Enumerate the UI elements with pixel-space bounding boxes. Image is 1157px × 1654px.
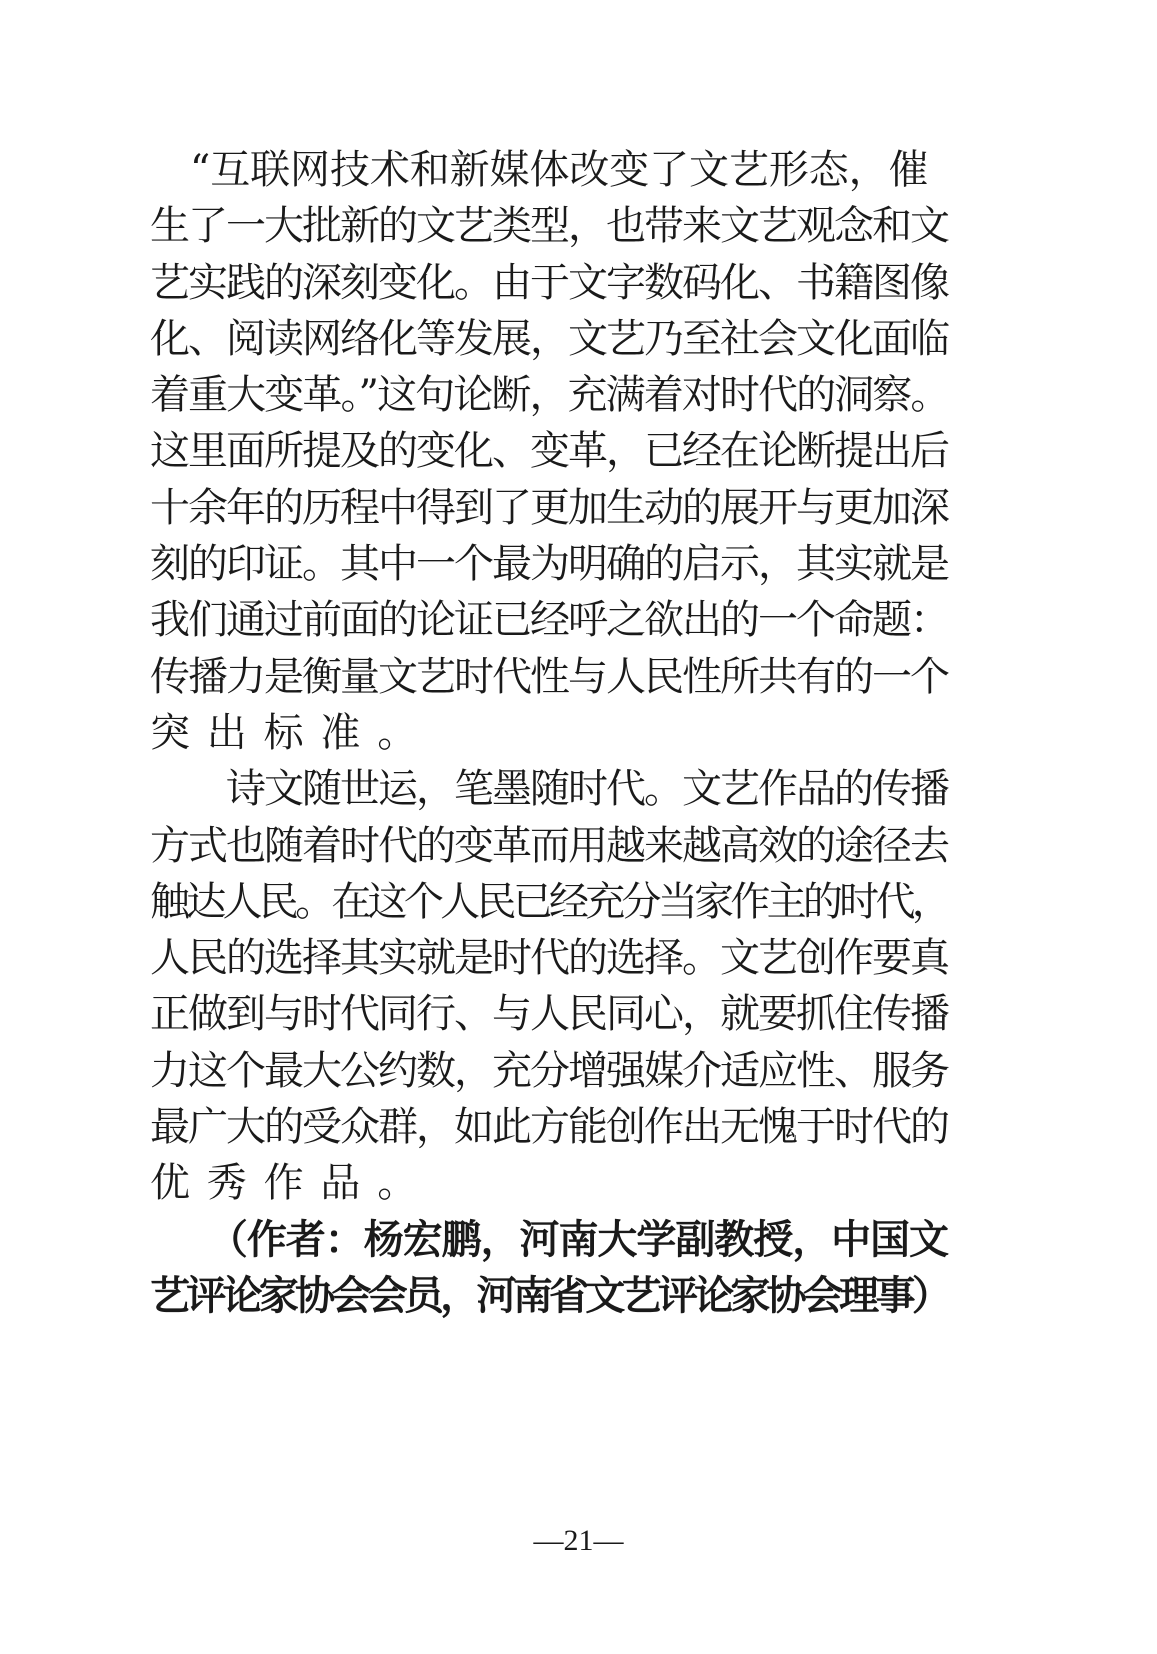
text-line: 优秀作品。 xyxy=(150,1160,434,1207)
text-line: 这里面所提及的变化、变革，已经在论断提出后 xyxy=(150,428,948,475)
text-line: 十余年的历程中得到了更加生动的展开与更加深 xyxy=(150,484,948,531)
paragraph-2 xyxy=(150,761,950,1211)
text-line: 传播力是衡量文艺时代性与人民性所共有的一个 xyxy=(150,653,948,700)
text-line: “互联网技术和新媒体改变了文艺形态，催 xyxy=(150,147,929,193)
author-note xyxy=(150,1212,950,1325)
text-line: 力这个最大公约数，充分增强媒介适应性、服务 xyxy=(150,1047,948,1094)
text-line: 化、阅读网络化等发展，文艺乃至社会文化面临 xyxy=(150,315,948,362)
text-line: （作者：杨宏鹏，河南大学副教授，中国文 xyxy=(150,1215,948,1263)
text-line: 人民的选择其实就是时代的选择。文艺创作要真 xyxy=(150,935,948,982)
paragraph-1 xyxy=(150,142,950,761)
text-line: 方式也随着时代的变革而用越来越高效的途径去 xyxy=(150,822,948,869)
article-body xyxy=(150,142,950,1324)
page-number: —21— xyxy=(533,1524,624,1557)
text-line: 生了一大批新的文艺类型，也带来文艺观念和文 xyxy=(150,203,948,250)
text-line: 突出标准。 xyxy=(150,709,434,756)
text-line: 触达人民。在这个人民已经充分当家作主的时代， xyxy=(150,878,948,925)
text-line: 诗文随世运，笔墨随时代。文艺作品的传播 xyxy=(150,766,948,813)
text-line: 艺实践的深刻变化。由于文字数码化、书籍图像 xyxy=(150,259,948,306)
text-line: 最广大的受众群，如此方能创作出无愧于时代的 xyxy=(150,1104,948,1151)
text-line: 艺评论家协会会员，河南省文艺评论家协会理事） xyxy=(150,1271,948,1319)
text-line: 刻的印证。其中一个最为明确的启示，其实就是 xyxy=(150,541,948,588)
text-line: 着重大变革。”这句论断，充满着对时代的洞察。 xyxy=(150,372,949,419)
text-line: 正做到与时代同行、与人民同心，就要抓住传播 xyxy=(150,991,948,1038)
text-line: 我们通过前面的论证已经呼之欲出的一个命题： xyxy=(150,597,948,644)
